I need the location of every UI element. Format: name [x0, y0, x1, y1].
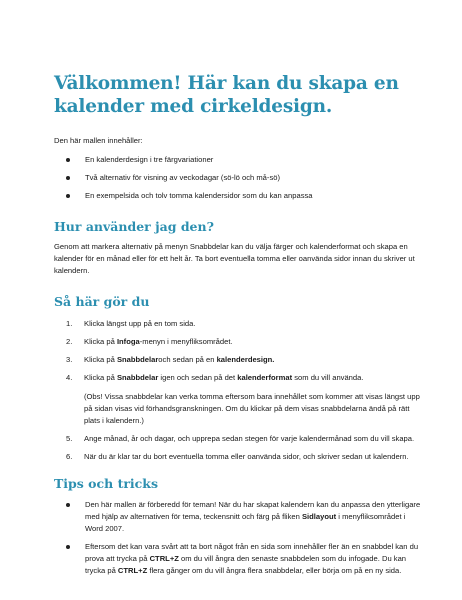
usage-text: Genom att markera alternativ på menyn Snabbdelar kan du välja färger och kalenderformat och skapa en kalender för en månad eller för ett helt år. Ta bort eventuella tomma eller oanvända sidor innan du skriver ut kalendern.	[54, 242, 415, 275]
step-item: 2. Klicka på Infoga-menyn i menyfliksområdet.	[66, 337, 233, 346]
list-item: Eftersom det kan vara svårt att ta bort något från en sida som innehåller fler än en snabbdel kan du prova att trycka på CTRL+Z om du vill ångra den senaste snabbdelen som du infogade. Du kan trycka på CTRL+Z flera gånger om du vill ångra flera snabbdelar, eller börja om på en ny sida.	[54, 541, 422, 577]
bullet-icon	[66, 545, 70, 549]
contents-list	[54, 154, 422, 202]
bullet-icon	[66, 176, 70, 180]
usage-heading: Hur använder jag den?	[54, 219, 214, 234]
bullet-icon	[66, 158, 70, 162]
howto-heading: Så här gör du	[54, 294, 150, 309]
list-item: En exempelsida och tolv tomma kalendersidor som du kan anpassa	[54, 190, 422, 202]
page-title: Välkommen! Här kan du skapa en kalender med cirkeldesign.	[54, 73, 399, 117]
step-item: 1. Klicka längst upp på en tom sida.	[66, 319, 196, 328]
steps-list	[54, 318, 422, 463]
intro-text: Den här mallen innehåller:	[54, 136, 143, 145]
tips-heading: Tips och tricks	[54, 476, 158, 491]
step-item: 3. Klicka på Snabbdelaroch sedan på en kalenderdesign.	[66, 355, 275, 364]
bullet-icon	[66, 194, 70, 198]
list-item: Den här mallen är förberedd för teman! När du har skapat kalendern kan du anpassa den ytterligare med hjälp av alternativen för tema, teckensnitt och färg på fliken Sidlayout i menyfliksområdet i Word 2007.	[54, 499, 422, 535]
step-item: 5. Ange månad, år och dagar, och upprepa sedan stegen för varje kalendermånad som du vill skapa.	[66, 434, 415, 443]
step-item: 4. Klicka på Snabbdelar igen och sedan på det kalenderformat som du vill använda.	[66, 373, 364, 382]
list-item: En kalenderdesign i tre färgvariationer	[54, 154, 422, 166]
bullet-icon	[66, 503, 70, 507]
list-item: Två alternativ för visning av veckodagar (sö-lö och må-sö)	[54, 172, 422, 184]
step-note: (Obs! Vissa snabbdelar kan verka tomma eftersom bara innehållet som kommer att visas längst upp på sidan visas vid förhandsgranskningen. Om du klickar på dem visas snabbdelarna ändå på rätt plats i kalendern.)	[84, 392, 420, 425]
step-item: 6. När du är klar tar du bort eventuella tomma eller oanvända sidor, och skriver sedan ut kalendern.	[66, 452, 409, 461]
tips-list	[54, 499, 422, 577]
